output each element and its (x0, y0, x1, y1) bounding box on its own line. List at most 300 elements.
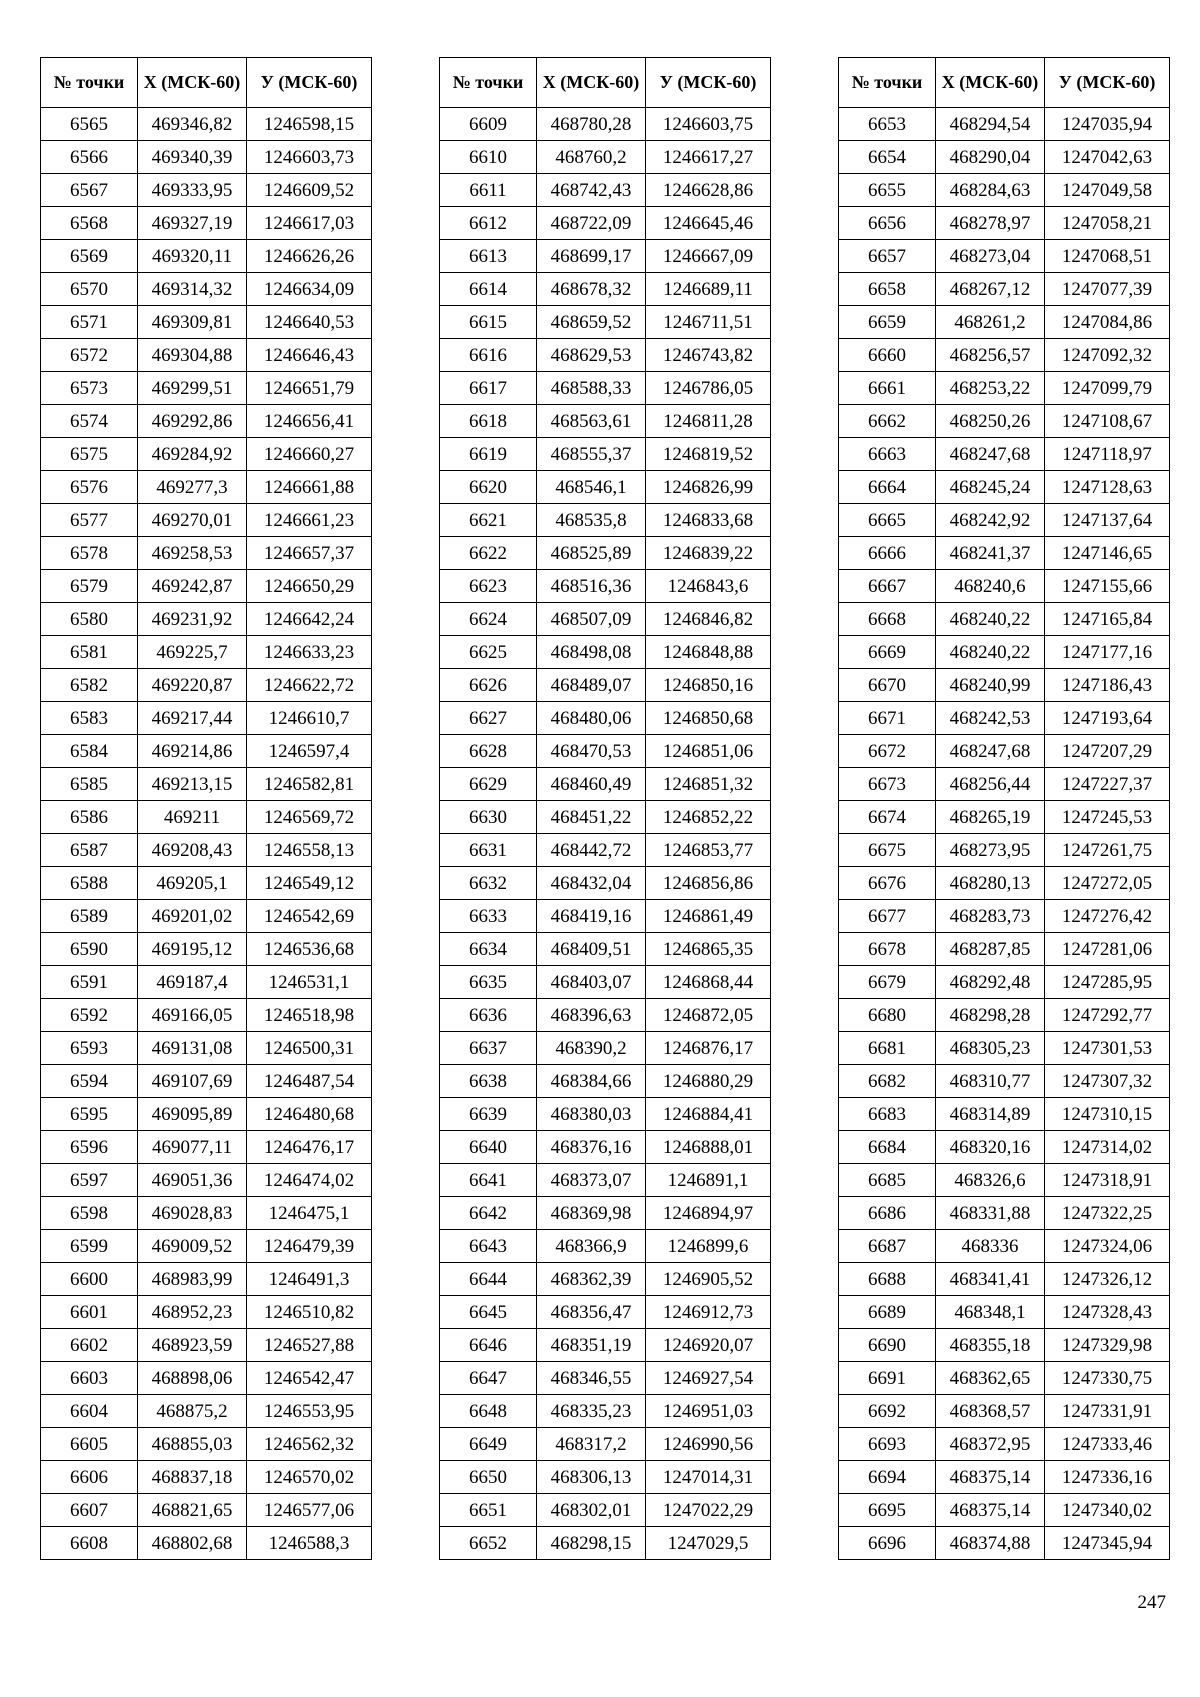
table-row (440, 1131, 771, 1164)
cell-x-coordinate: 468837,18 (138, 1461, 247, 1494)
cell-point-number: 6613 (440, 240, 537, 273)
table-row (839, 504, 1170, 537)
table-row (440, 471, 771, 504)
cell-y-coordinate: 1246786,05 (646, 372, 771, 405)
cell-y-coordinate: 1246839,22 (646, 537, 771, 570)
cell-point-number: 6591 (41, 966, 138, 999)
table-row (839, 834, 1170, 867)
cell-point-number: 6594 (41, 1065, 138, 1098)
cell-x-coordinate: 469270,01 (138, 504, 247, 537)
cell-x-coordinate: 469346,82 (138, 108, 247, 141)
cell-y-coordinate: 1247118,97 (1045, 438, 1170, 471)
table-row (41, 1098, 372, 1131)
table-row (440, 1032, 771, 1065)
table-row (41, 1263, 372, 1296)
cell-point-number: 6623 (440, 570, 537, 603)
table-row (839, 867, 1170, 900)
cell-y-coordinate: 1246549,12 (247, 867, 372, 900)
cell-point-number: 6607 (41, 1494, 138, 1527)
cell-y-coordinate: 1247301,53 (1045, 1032, 1170, 1065)
table-row (839, 768, 1170, 801)
cell-x-coordinate: 468298,28 (936, 999, 1045, 1032)
cell-point-number: 6574 (41, 405, 138, 438)
table-row (839, 636, 1170, 669)
cell-y-coordinate: 1247022,29 (646, 1494, 771, 1527)
cell-y-coordinate: 1246850,68 (646, 702, 771, 735)
table-row (839, 207, 1170, 240)
cell-x-coordinate: 469208,43 (138, 834, 247, 867)
cell-point-number: 6636 (440, 999, 537, 1032)
cell-x-coordinate: 468555,37 (537, 438, 646, 471)
cell-y-coordinate: 1246617,03 (247, 207, 372, 240)
cell-y-coordinate: 1247207,29 (1045, 735, 1170, 768)
cell-point-number: 6695 (839, 1494, 936, 1527)
table-row (440, 438, 771, 471)
table-row (440, 1527, 771, 1560)
cell-x-coordinate: 468336 (936, 1230, 1045, 1263)
cell-x-coordinate: 468802,68 (138, 1527, 247, 1560)
cell-x-coordinate: 469277,3 (138, 471, 247, 504)
cell-y-coordinate: 1247307,32 (1045, 1065, 1170, 1098)
cell-point-number: 6565 (41, 108, 138, 141)
cell-x-coordinate: 469304,88 (138, 339, 247, 372)
cell-point-number: 6631 (440, 834, 537, 867)
cell-x-coordinate: 468267,12 (936, 273, 1045, 306)
cell-y-coordinate: 1246661,88 (247, 471, 372, 504)
cell-y-coordinate: 1247322,25 (1045, 1197, 1170, 1230)
cell-y-coordinate: 1246640,53 (247, 306, 372, 339)
table-row (41, 933, 372, 966)
cell-point-number: 6675 (839, 834, 936, 867)
table-row (839, 1494, 1170, 1527)
cell-point-number: 6650 (440, 1461, 537, 1494)
cell-y-coordinate: 1246891,1 (646, 1164, 771, 1197)
table-row (440, 405, 771, 438)
cell-point-number: 6598 (41, 1197, 138, 1230)
header-x-coordinate: X (МСК-60) (138, 58, 247, 108)
cell-x-coordinate: 469242,87 (138, 570, 247, 603)
cell-point-number: 6622 (440, 537, 537, 570)
cell-point-number: 6625 (440, 636, 537, 669)
table-row (41, 405, 372, 438)
header-point-number: № точки (839, 58, 936, 108)
cell-x-coordinate: 468298,15 (537, 1527, 646, 1560)
cell-x-coordinate: 469220,87 (138, 669, 247, 702)
cell-y-coordinate: 1246920,07 (646, 1329, 771, 1362)
header-y-coordinate: У (МСК-60) (646, 58, 771, 108)
cell-y-coordinate: 1246634,09 (247, 273, 372, 306)
table-row (839, 1230, 1170, 1263)
cell-point-number: 6690 (839, 1329, 936, 1362)
cell-y-coordinate: 1246667,09 (646, 240, 771, 273)
cell-point-number: 6644 (440, 1263, 537, 1296)
cell-y-coordinate: 1247310,15 (1045, 1098, 1170, 1131)
table-row (440, 306, 771, 339)
cell-x-coordinate: 468247,68 (936, 735, 1045, 768)
cell-point-number: 6570 (41, 273, 138, 306)
cell-y-coordinate: 1246743,82 (646, 339, 771, 372)
cell-point-number: 6593 (41, 1032, 138, 1065)
table-row (440, 768, 771, 801)
cell-point-number: 6572 (41, 339, 138, 372)
cell-point-number: 6603 (41, 1362, 138, 1395)
table-body (839, 108, 1170, 1560)
table-row (41, 1494, 372, 1527)
cell-point-number: 6586 (41, 801, 138, 834)
table-row (440, 1461, 771, 1494)
cell-point-number: 6655 (839, 174, 936, 207)
cell-x-coordinate: 468374,88 (936, 1527, 1045, 1560)
cell-point-number: 6676 (839, 867, 936, 900)
cell-y-coordinate: 1247336,16 (1045, 1461, 1170, 1494)
cell-x-coordinate: 468290,04 (936, 141, 1045, 174)
cell-x-coordinate: 469028,83 (138, 1197, 247, 1230)
cell-point-number: 6673 (839, 768, 936, 801)
cell-point-number: 6630 (440, 801, 537, 834)
cell-y-coordinate: 1246872,05 (646, 999, 771, 1032)
cell-x-coordinate: 468409,51 (537, 933, 646, 966)
cell-point-number: 6605 (41, 1428, 138, 1461)
cell-y-coordinate: 1246951,03 (646, 1395, 771, 1428)
cell-point-number: 6653 (839, 108, 936, 141)
header-y-coordinate: У (МСК-60) (1045, 58, 1170, 108)
table-row (440, 1428, 771, 1461)
cell-point-number: 6626 (440, 669, 537, 702)
cell-y-coordinate: 1246582,81 (247, 768, 372, 801)
cell-y-coordinate: 1247193,64 (1045, 702, 1170, 735)
cell-y-coordinate: 1246487,54 (247, 1065, 372, 1098)
table-row (440, 141, 771, 174)
table-header-row (839, 58, 1170, 108)
table-row (440, 834, 771, 867)
cell-x-coordinate: 468742,43 (537, 174, 646, 207)
cell-x-coordinate: 468722,09 (537, 207, 646, 240)
cell-x-coordinate: 468242,92 (936, 504, 1045, 537)
table-row (440, 108, 771, 141)
table-row (440, 801, 771, 834)
table-row (839, 603, 1170, 636)
table-row (440, 1395, 771, 1428)
cell-x-coordinate: 468375,14 (936, 1461, 1045, 1494)
cell-point-number: 6689 (839, 1296, 936, 1329)
cell-point-number: 6696 (839, 1527, 936, 1560)
cell-y-coordinate: 1246645,46 (646, 207, 771, 240)
table-row (839, 900, 1170, 933)
cell-x-coordinate: 468273,95 (936, 834, 1045, 867)
cell-point-number: 6691 (839, 1362, 936, 1395)
table-row (41, 1428, 372, 1461)
cell-point-number: 6612 (440, 207, 537, 240)
cell-x-coordinate: 468280,13 (936, 867, 1045, 900)
cell-y-coordinate: 1246651,79 (247, 372, 372, 405)
table-row (839, 1461, 1170, 1494)
cell-y-coordinate: 1247186,43 (1045, 669, 1170, 702)
table-row (41, 1395, 372, 1428)
table-row (839, 1164, 1170, 1197)
cell-x-coordinate: 468278,97 (936, 207, 1045, 240)
cell-x-coordinate: 469201,02 (138, 900, 247, 933)
cell-x-coordinate: 468253,22 (936, 372, 1045, 405)
table-row (41, 603, 372, 636)
cell-x-coordinate: 469095,89 (138, 1098, 247, 1131)
cell-x-coordinate: 469214,86 (138, 735, 247, 768)
cell-x-coordinate: 468341,41 (936, 1263, 1045, 1296)
cell-point-number: 6659 (839, 306, 936, 339)
cell-x-coordinate: 468284,63 (936, 174, 1045, 207)
table-row (839, 273, 1170, 306)
cell-x-coordinate: 469340,39 (138, 141, 247, 174)
cell-y-coordinate: 1247084,86 (1045, 306, 1170, 339)
cell-point-number: 6589 (41, 900, 138, 933)
cell-x-coordinate: 469231,92 (138, 603, 247, 636)
cell-y-coordinate: 1246598,15 (247, 108, 372, 141)
cell-x-coordinate: 468356,47 (537, 1296, 646, 1329)
table-row (440, 174, 771, 207)
cell-point-number: 6662 (839, 405, 936, 438)
table-row (440, 933, 771, 966)
table-row (440, 1098, 771, 1131)
cell-x-coordinate: 468335,23 (537, 1395, 646, 1428)
table-row (41, 834, 372, 867)
cell-x-coordinate: 468384,66 (537, 1065, 646, 1098)
cell-x-coordinate: 468331,88 (936, 1197, 1045, 1230)
cell-point-number: 6687 (839, 1230, 936, 1263)
cell-x-coordinate: 468366,9 (537, 1230, 646, 1263)
table-row (440, 1197, 771, 1230)
cell-x-coordinate: 469211 (138, 801, 247, 834)
cell-x-coordinate: 469051,36 (138, 1164, 247, 1197)
cell-x-coordinate: 468351,19 (537, 1329, 646, 1362)
cell-y-coordinate: 1246577,06 (247, 1494, 372, 1527)
cell-y-coordinate: 1246853,77 (646, 834, 771, 867)
cell-x-coordinate: 468419,16 (537, 900, 646, 933)
cell-y-coordinate: 1246851,32 (646, 768, 771, 801)
cell-x-coordinate: 468314,89 (936, 1098, 1045, 1131)
cell-y-coordinate: 1246531,1 (247, 966, 372, 999)
table-row (41, 306, 372, 339)
cell-x-coordinate: 468302,01 (537, 1494, 646, 1527)
cell-y-coordinate: 1247331,91 (1045, 1395, 1170, 1428)
table-row (839, 405, 1170, 438)
cell-x-coordinate: 468256,44 (936, 768, 1045, 801)
cell-point-number: 6602 (41, 1329, 138, 1362)
table-row (839, 801, 1170, 834)
table-row (839, 1098, 1170, 1131)
cell-y-coordinate: 1247014,31 (646, 1461, 771, 1494)
table-row (41, 669, 372, 702)
cell-x-coordinate: 468442,72 (537, 834, 646, 867)
cell-y-coordinate: 1246868,44 (646, 966, 771, 999)
cell-y-coordinate: 1246912,73 (646, 1296, 771, 1329)
cell-x-coordinate: 468273,04 (936, 240, 1045, 273)
cell-point-number: 6641 (440, 1164, 537, 1197)
cell-point-number: 6652 (440, 1527, 537, 1560)
table-row (41, 339, 372, 372)
cell-y-coordinate: 1246819,52 (646, 438, 771, 471)
cell-point-number: 6656 (839, 207, 936, 240)
cell-point-number: 6668 (839, 603, 936, 636)
table-row (839, 999, 1170, 1032)
cell-point-number: 6609 (440, 108, 537, 141)
cell-y-coordinate: 1246833,68 (646, 504, 771, 537)
cell-x-coordinate: 468432,04 (537, 867, 646, 900)
cell-y-coordinate: 1247108,67 (1045, 405, 1170, 438)
cell-x-coordinate: 468460,49 (537, 768, 646, 801)
cell-x-coordinate: 468546,1 (537, 471, 646, 504)
table-row (41, 570, 372, 603)
table-row (440, 570, 771, 603)
table-row (440, 1329, 771, 1362)
table-row (839, 1197, 1170, 1230)
cell-y-coordinate: 1247092,32 (1045, 339, 1170, 372)
cell-point-number: 6571 (41, 306, 138, 339)
cell-x-coordinate: 468247,68 (936, 438, 1045, 471)
cell-point-number: 6674 (839, 801, 936, 834)
cell-y-coordinate: 1246990,56 (646, 1428, 771, 1461)
cell-y-coordinate: 1247177,16 (1045, 636, 1170, 669)
cell-y-coordinate: 1246553,95 (247, 1395, 372, 1428)
table-row (440, 1296, 771, 1329)
cell-x-coordinate: 469225,7 (138, 636, 247, 669)
table-row (839, 1263, 1170, 1296)
cell-y-coordinate: 1246475,1 (247, 1197, 372, 1230)
table-row (41, 1065, 372, 1098)
cell-y-coordinate: 1247314,02 (1045, 1131, 1170, 1164)
table-row (440, 636, 771, 669)
cell-x-coordinate: 468240,22 (936, 636, 1045, 669)
cell-point-number: 6692 (839, 1395, 936, 1428)
cell-point-number: 6632 (440, 867, 537, 900)
table-row (440, 1494, 771, 1527)
cell-x-coordinate: 468348,1 (936, 1296, 1045, 1329)
cell-x-coordinate: 468305,23 (936, 1032, 1045, 1065)
cell-x-coordinate: 469284,92 (138, 438, 247, 471)
table-row (41, 1032, 372, 1065)
cell-point-number: 6688 (839, 1263, 936, 1296)
cell-x-coordinate: 468489,07 (537, 669, 646, 702)
cell-x-coordinate: 468241,37 (936, 537, 1045, 570)
cell-point-number: 6578 (41, 537, 138, 570)
cell-x-coordinate: 468699,17 (537, 240, 646, 273)
cell-point-number: 6569 (41, 240, 138, 273)
cell-x-coordinate: 468372,95 (936, 1428, 1045, 1461)
table-row (440, 669, 771, 702)
table-row (41, 999, 372, 1032)
table-row (41, 273, 372, 306)
cell-point-number: 6646 (440, 1329, 537, 1362)
cell-point-number: 6680 (839, 999, 936, 1032)
cell-y-coordinate: 1246660,27 (247, 438, 372, 471)
cell-x-coordinate: 468320,16 (936, 1131, 1045, 1164)
cell-x-coordinate: 469107,69 (138, 1065, 247, 1098)
cell-point-number: 6617 (440, 372, 537, 405)
table-row (839, 570, 1170, 603)
cell-point-number: 6645 (440, 1296, 537, 1329)
cell-point-number: 6577 (41, 504, 138, 537)
cell-x-coordinate: 468403,07 (537, 966, 646, 999)
table-row (41, 471, 372, 504)
cell-x-coordinate: 468261,2 (936, 306, 1045, 339)
cell-point-number: 6649 (440, 1428, 537, 1461)
table-row (41, 702, 372, 735)
cell-point-number: 6638 (440, 1065, 537, 1098)
cell-point-number: 6619 (440, 438, 537, 471)
table-row (440, 372, 771, 405)
cell-y-coordinate: 1247333,46 (1045, 1428, 1170, 1461)
cell-point-number: 6629 (440, 768, 537, 801)
cell-x-coordinate: 469187,4 (138, 966, 247, 999)
table-row (839, 1362, 1170, 1395)
cell-y-coordinate: 1247326,12 (1045, 1263, 1170, 1296)
cell-y-coordinate: 1246479,39 (247, 1230, 372, 1263)
cell-x-coordinate: 468373,07 (537, 1164, 646, 1197)
cell-y-coordinate: 1247345,94 (1045, 1527, 1170, 1560)
cell-x-coordinate: 468535,8 (537, 504, 646, 537)
table-row (440, 1362, 771, 1395)
cell-point-number: 6642 (440, 1197, 537, 1230)
cell-point-number: 6575 (41, 438, 138, 471)
cell-x-coordinate: 468480,06 (537, 702, 646, 735)
cell-y-coordinate: 1246628,86 (646, 174, 771, 207)
cell-x-coordinate: 468525,89 (537, 537, 646, 570)
cell-point-number: 6579 (41, 570, 138, 603)
cell-y-coordinate: 1247165,84 (1045, 603, 1170, 636)
cell-y-coordinate: 1246843,6 (646, 570, 771, 603)
cell-y-coordinate: 1246646,43 (247, 339, 372, 372)
table-row (41, 108, 372, 141)
cell-y-coordinate: 1246480,68 (247, 1098, 372, 1131)
cell-y-coordinate: 1247077,39 (1045, 273, 1170, 306)
cell-y-coordinate: 1247285,95 (1045, 966, 1170, 999)
cell-y-coordinate: 1246569,72 (247, 801, 372, 834)
table-row (839, 1329, 1170, 1362)
cell-point-number: 6671 (839, 702, 936, 735)
cell-x-coordinate: 468898,06 (138, 1362, 247, 1395)
cell-point-number: 6658 (839, 273, 936, 306)
cell-y-coordinate: 1246850,16 (646, 669, 771, 702)
cell-x-coordinate: 468240,99 (936, 669, 1045, 702)
cell-y-coordinate: 1246856,86 (646, 867, 771, 900)
header-x-coordinate: X (МСК-60) (936, 58, 1045, 108)
cell-point-number: 6583 (41, 702, 138, 735)
cell-point-number: 6648 (440, 1395, 537, 1428)
cell-point-number: 6599 (41, 1230, 138, 1263)
table-row (41, 735, 372, 768)
cell-point-number: 6581 (41, 636, 138, 669)
table-row (440, 999, 771, 1032)
cell-point-number: 6582 (41, 669, 138, 702)
table-row (839, 702, 1170, 735)
table-row (839, 966, 1170, 999)
cell-x-coordinate: 468256,57 (936, 339, 1045, 372)
cell-y-coordinate: 1246527,88 (247, 1329, 372, 1362)
cell-y-coordinate: 1247292,77 (1045, 999, 1170, 1032)
cell-x-coordinate: 469195,12 (138, 933, 247, 966)
cell-point-number: 6595 (41, 1098, 138, 1131)
table-row (41, 504, 372, 537)
cell-y-coordinate: 1247227,37 (1045, 768, 1170, 801)
cell-point-number: 6640 (440, 1131, 537, 1164)
table-row (839, 141, 1170, 174)
table-row (440, 900, 771, 933)
cell-point-number: 6621 (440, 504, 537, 537)
cell-point-number: 6604 (41, 1395, 138, 1428)
cell-y-coordinate: 1247324,06 (1045, 1230, 1170, 1263)
cell-x-coordinate: 468376,16 (537, 1131, 646, 1164)
table-row (839, 471, 1170, 504)
table-row (839, 669, 1170, 702)
cell-point-number: 6584 (41, 735, 138, 768)
